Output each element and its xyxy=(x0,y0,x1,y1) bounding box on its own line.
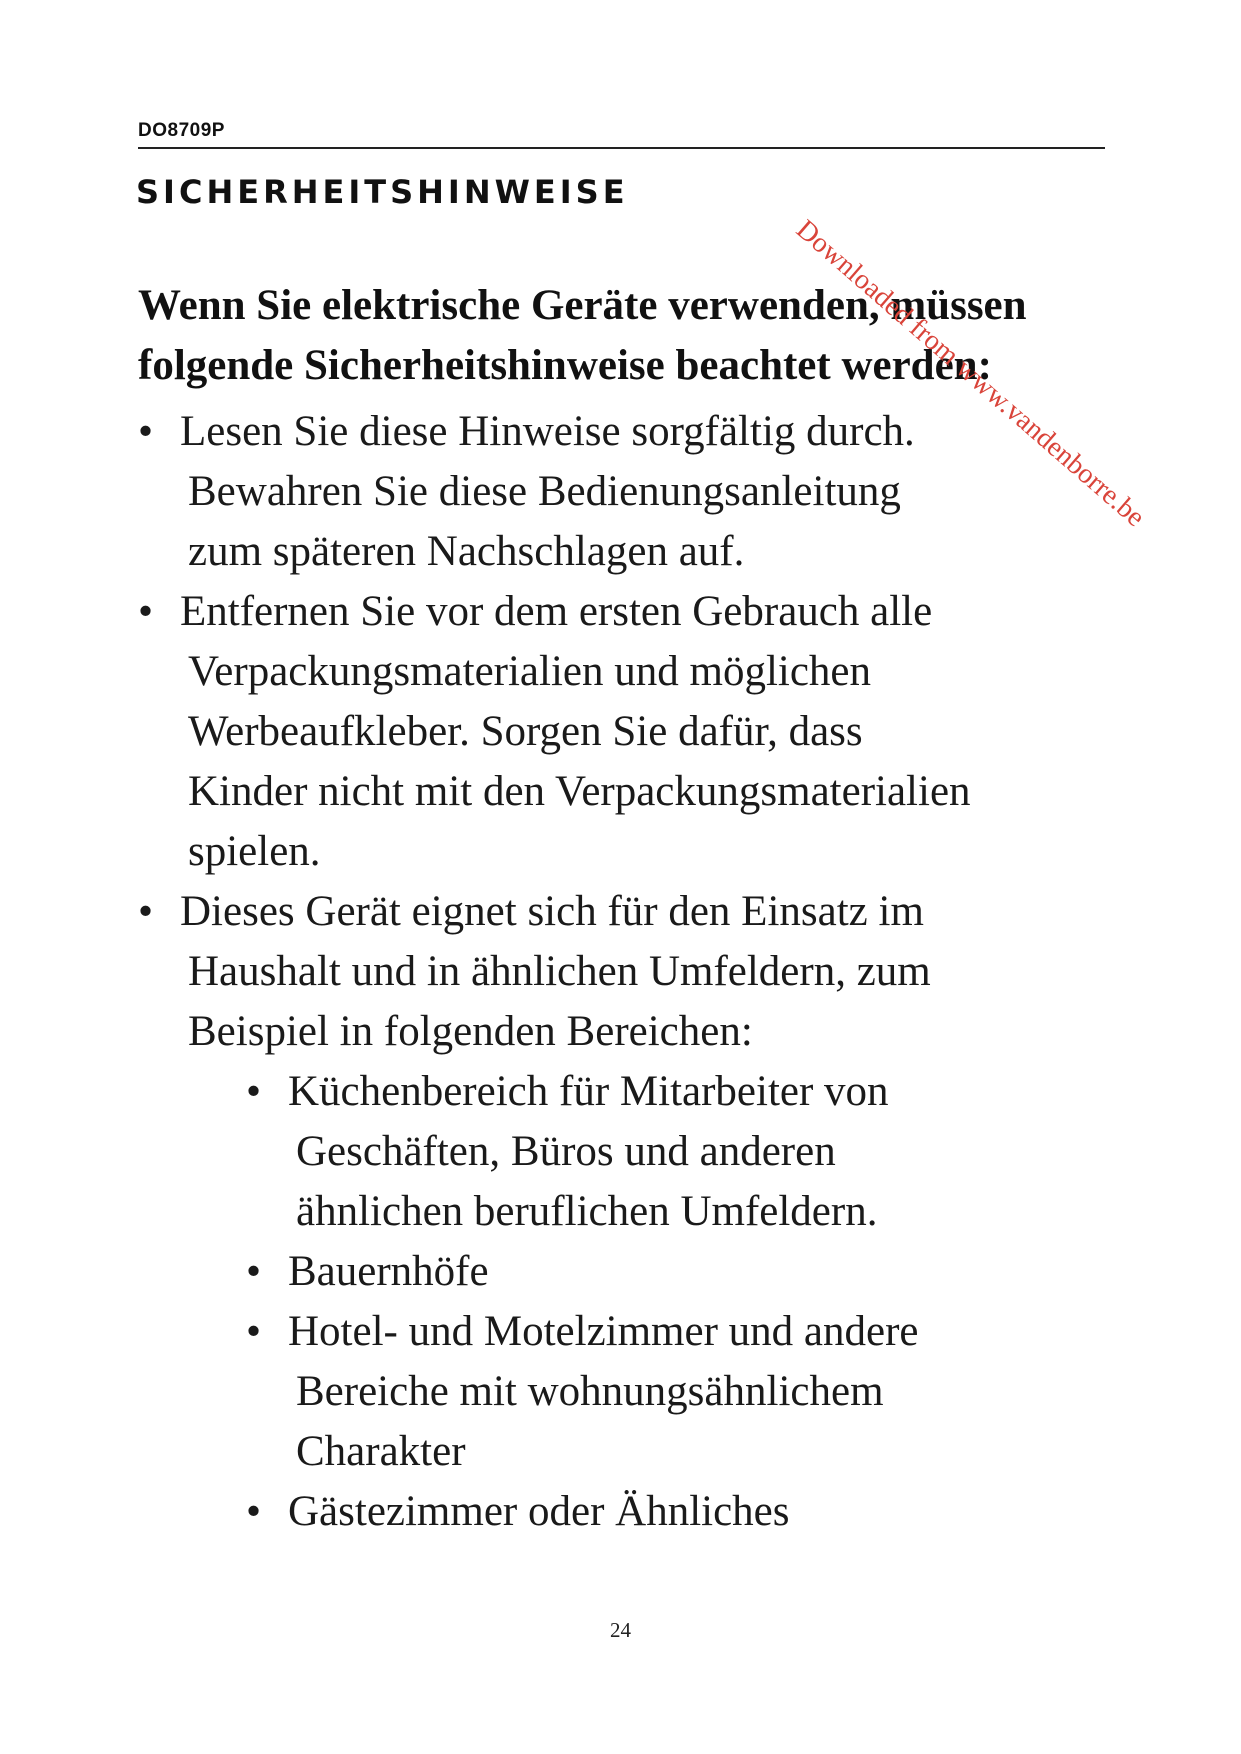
item-1-line-1: Lesen Sie diese Hinweise sorgfältig durch. xyxy=(180,408,915,455)
subitem-1-line-2: Geschäften, Büros und anderen xyxy=(296,1128,836,1175)
item-3-line-2: Haushalt und in ähnlichen Umfeldern, zum xyxy=(188,948,931,995)
item-3-line-3: Beispiel in folgenden Bereichen: xyxy=(188,1008,753,1055)
subitem-3-line-2: Bereiche mit wohnungsähnlichem xyxy=(296,1368,884,1415)
model-number: DO8709P xyxy=(138,120,225,141)
header-rule xyxy=(138,147,1105,149)
page-title: sicherheitshinweise xyxy=(136,160,629,214)
page-number: 24 xyxy=(610,1618,631,1642)
intro-heading: Wenn Sie elektrische Geräte verwenden, müssen folgende Sicherheitshinweise beachtet werden: xyxy=(138,282,1027,389)
subitem-3-line-3: Charakter xyxy=(296,1428,466,1475)
bullet: • xyxy=(246,1308,262,1355)
item-2-line-4: Kinder nicht mit den Verpackungsmaterialien xyxy=(188,768,971,815)
subitem-1-line-3: ähnlichen beruflichen Umfeldern. xyxy=(296,1188,878,1235)
bullet: • xyxy=(246,1488,262,1535)
item-1-line-3: zum späteren Nachschlagen auf. xyxy=(188,528,745,575)
subitem-4-line-1: Gästezimmer oder Ähnliches xyxy=(288,1488,790,1535)
subitem-1-line-1: Küchenbereich für Mitarbeiter von xyxy=(288,1068,889,1115)
item-3-line-1: Dieses Gerät eignet sich für den Einsatz im xyxy=(180,888,924,935)
bullet: • xyxy=(246,1068,262,1115)
subitem-3-line-1: Hotel- und Motelzimmer und andere xyxy=(288,1308,919,1355)
subitem-2-line-1: Bauernhöfe xyxy=(288,1248,489,1295)
item-2-line-5: spielen. xyxy=(188,828,321,875)
watermark: Downloaded from www.vandenborre.be xyxy=(790,213,1151,534)
bullet: • xyxy=(138,588,154,635)
item-1-line-2: Bewahren Sie diese Bedienungsanleitung xyxy=(188,468,901,515)
item-2-line-2: Verpackungsmaterialien und möglichen xyxy=(188,648,872,695)
bullet: • xyxy=(138,408,154,455)
item-2-line-1: Entfernen Sie vor dem ersten Gebrauch alle xyxy=(180,588,933,635)
bullet: • xyxy=(138,888,154,935)
item-2-line-3: Werbeaufkleber. Sorgen Sie dafür, dass xyxy=(188,708,863,755)
bullet: • xyxy=(246,1248,262,1295)
